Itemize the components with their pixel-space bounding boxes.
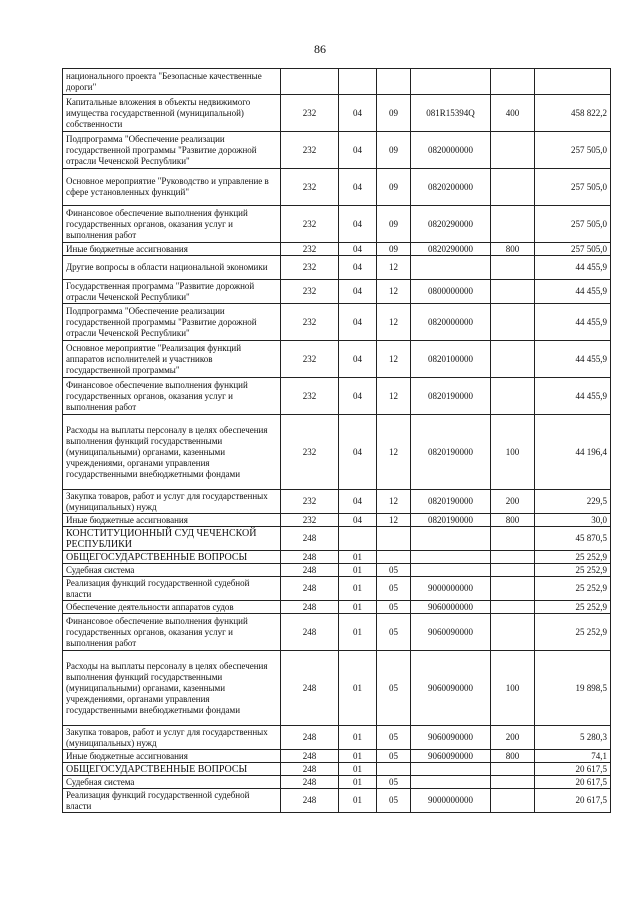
row-name-cell: ОБЩЕГОСУДАРСТВЕННЫЕ ВОПРОСЫ (63, 763, 281, 776)
row-code-cell: 248 (281, 776, 339, 789)
table-row (63, 551, 611, 564)
row-subsection-cell (377, 551, 411, 564)
row-section-cell: 04 (339, 256, 377, 280)
row-subsection-cell: 09 (377, 206, 411, 243)
row-target-article-cell: 0820100000 (411, 341, 491, 378)
row-section-cell: 04 (339, 304, 377, 341)
row-code-cell (281, 69, 339, 95)
row-subsection-cell: 12 (377, 304, 411, 341)
row-sum-cell: 25 252,9 (535, 577, 611, 601)
row-subsection-cell: 05 (377, 789, 411, 813)
row-name-cell: национального проекта "Безопасные качественные дороги" (63, 69, 281, 95)
row-sum-cell: 458 822,2 (535, 95, 611, 132)
table-row (63, 132, 611, 169)
row-code-cell: 232 (281, 415, 339, 490)
row-target-article-cell: 081R15394Q (411, 95, 491, 132)
row-target-article-cell: 0800000000 (411, 280, 491, 304)
table-row (63, 280, 611, 304)
row-section-cell: 01 (339, 601, 377, 614)
row-target-article-cell: 0820000000 (411, 304, 491, 341)
row-target-article-cell: 9060090000 (411, 726, 491, 750)
row-target-article-cell: 0820190000 (411, 378, 491, 415)
row-section-cell: 01 (339, 551, 377, 564)
table-row (63, 378, 611, 415)
row-target-article-cell: 0820290000 (411, 243, 491, 256)
row-code-cell: 232 (281, 95, 339, 132)
row-sum-cell: 44 455,9 (535, 304, 611, 341)
table-row (63, 243, 611, 256)
row-code-cell: 232 (281, 169, 339, 206)
row-sum-cell: 20 617,5 (535, 789, 611, 813)
row-section-cell: 04 (339, 378, 377, 415)
row-target-article-cell: 9060090000 (411, 614, 491, 651)
row-expense-type-cell (491, 341, 535, 378)
row-subsection-cell: 05 (377, 651, 411, 726)
row-sum-cell: 20 617,5 (535, 763, 611, 776)
row-code-cell: 248 (281, 750, 339, 763)
row-subsection-cell (377, 527, 411, 551)
row-expense-type-cell: 800 (491, 243, 535, 256)
row-name-cell: Реализация функций государственной судебной власти (63, 789, 281, 813)
row-name-cell: Основное мероприятие "Руководство и управление в сфере установленных функций" (63, 169, 281, 206)
row-name-cell: Иные бюджетные ассигнования (63, 243, 281, 256)
row-sum-cell: 25 252,9 (535, 564, 611, 577)
row-expense-type-cell (491, 169, 535, 206)
row-code-cell: 248 (281, 551, 339, 564)
row-subsection-cell: 12 (377, 378, 411, 415)
row-name-cell: Государственная программа "Развитие дорожной отрасли Чеченской Республики" (63, 280, 281, 304)
row-code-cell: 232 (281, 514, 339, 527)
table-row (63, 95, 611, 132)
row-sum-cell: 44 455,9 (535, 378, 611, 415)
table-row (63, 577, 611, 601)
row-target-article-cell: 9000000000 (411, 789, 491, 813)
row-expense-type-cell (491, 789, 535, 813)
row-target-article-cell: 0820290000 (411, 206, 491, 243)
row-expense-type-cell (491, 304, 535, 341)
row-target-article-cell (411, 763, 491, 776)
table-row (63, 776, 611, 789)
row-name-cell: Финансовое обеспечение выполнения функций государственных органов, оказания услуг и выполнения работ (63, 614, 281, 651)
row-target-article-cell: 0820200000 (411, 169, 491, 206)
row-name-cell: КОНСТИТУЦИОННЫЙ СУД ЧЕЧЕНСКОЙ РЕСПУБЛИКИ (63, 527, 281, 551)
table-row (63, 206, 611, 243)
row-section-cell: 01 (339, 726, 377, 750)
row-section-cell: 01 (339, 651, 377, 726)
row-code-cell: 248 (281, 564, 339, 577)
row-subsection-cell (377, 763, 411, 776)
row-expense-type-cell (491, 256, 535, 280)
row-expense-type-cell (491, 280, 535, 304)
row-sum-cell: 30,0 (535, 514, 611, 527)
row-subsection-cell: 12 (377, 280, 411, 304)
row-subsection-cell: 05 (377, 601, 411, 614)
table-row (63, 564, 611, 577)
row-expense-type-cell (491, 551, 535, 564)
table-row (63, 614, 611, 651)
row-code-cell: 232 (281, 490, 339, 514)
row-expense-type-cell: 200 (491, 726, 535, 750)
row-sum-cell: 257 505,0 (535, 132, 611, 169)
row-target-article-cell: 0820000000 (411, 132, 491, 169)
table-row (63, 169, 611, 206)
row-name-cell: Закупка товаров, работ и услуг для государственных (муниципальных) нужд (63, 726, 281, 750)
row-section-cell: 04 (339, 280, 377, 304)
row-name-cell: Основное мероприятие "Реализация функций аппаратов исполнителей и участников государственной программы" (63, 341, 281, 378)
row-sum-cell: 25 252,9 (535, 601, 611, 614)
row-name-cell: Подпрограмма "Обеспечение реализации государственной программы "Развитие дорожной отрасли Чеченской Республики" (63, 304, 281, 341)
row-subsection-cell: 09 (377, 132, 411, 169)
row-name-cell: Обеспечение деятельности аппаратов судов (63, 601, 281, 614)
row-name-cell: Иные бюджетные ассигнования (63, 514, 281, 527)
row-name-cell: Финансовое обеспечение выполнения функций государственных органов, оказания услуг и выполнения работ (63, 206, 281, 243)
row-sum-cell: 257 505,0 (535, 169, 611, 206)
row-sum-cell: 257 505,0 (535, 243, 611, 256)
row-sum-cell: 25 252,9 (535, 614, 611, 651)
row-expense-type-cell (491, 378, 535, 415)
row-section-cell: 01 (339, 763, 377, 776)
row-section-cell (339, 69, 377, 95)
row-sum-cell: 44 455,9 (535, 256, 611, 280)
row-name-cell: Иные бюджетные ассигнования (63, 750, 281, 763)
row-code-cell: 248 (281, 527, 339, 551)
page-number: 86 (314, 42, 326, 56)
row-target-article-cell: 0820190000 (411, 490, 491, 514)
row-code-cell: 232 (281, 132, 339, 169)
row-section-cell: 04 (339, 341, 377, 378)
row-expense-type-cell: 800 (491, 750, 535, 763)
row-code-cell: 248 (281, 614, 339, 651)
row-target-article-cell: 9060090000 (411, 750, 491, 763)
row-subsection-cell: 09 (377, 243, 411, 256)
row-subsection-cell: 05 (377, 776, 411, 789)
row-name-cell: Расходы на выплаты персоналу в целях обеспечения выполнения функций государственными (муниципальными) органами, казенными учреждениями, органами управления государственными внебюджетными фондами (63, 415, 281, 490)
row-expense-type-cell (491, 132, 535, 169)
row-code-cell: 232 (281, 341, 339, 378)
row-sum-cell: 25 252,9 (535, 551, 611, 564)
row-section-cell: 04 (339, 206, 377, 243)
row-name-cell: Капитальные вложения в объекты недвижимого имущества государственной (муниципальной) собственности (63, 95, 281, 132)
row-code-cell: 232 (281, 256, 339, 280)
row-subsection-cell: 12 (377, 490, 411, 514)
row-subsection-cell: 09 (377, 169, 411, 206)
row-code-cell: 248 (281, 726, 339, 750)
row-expense-type-cell (491, 763, 535, 776)
row-target-article-cell: 9000000000 (411, 577, 491, 601)
row-section-cell: 04 (339, 169, 377, 206)
table-row (63, 490, 611, 514)
row-sum-cell: 44 455,9 (535, 280, 611, 304)
row-target-article-cell: 9060000000 (411, 601, 491, 614)
table-row (63, 527, 611, 551)
row-name-cell: Финансовое обеспечение выполнения функций государственных органов, оказания услуг и выполнения работ (63, 378, 281, 415)
table-row (63, 763, 611, 776)
row-name-cell: Судебная система (63, 776, 281, 789)
row-sum-cell (535, 69, 611, 95)
row-subsection-cell (377, 69, 411, 95)
row-target-article-cell (411, 551, 491, 564)
row-name-cell: Закупка товаров, работ и услуг для государственных (муниципальных) нужд (63, 490, 281, 514)
row-section-cell: 01 (339, 776, 377, 789)
row-expense-type-cell (491, 614, 535, 651)
row-target-article-cell (411, 256, 491, 280)
row-target-article-cell (411, 776, 491, 789)
row-subsection-cell: 05 (377, 614, 411, 651)
row-target-article-cell (411, 564, 491, 577)
row-target-article-cell (411, 69, 491, 95)
row-sum-cell: 19 898,5 (535, 651, 611, 726)
table-row (63, 415, 611, 490)
row-sum-cell: 44 196,4 (535, 415, 611, 490)
row-section-cell: 01 (339, 750, 377, 763)
row-name-cell: ОБЩЕГОСУДАРСТВЕННЫЕ ВОПРОСЫ (63, 551, 281, 564)
row-name-cell: Подпрограмма "Обеспечение реализации государственной программы "Развитие дорожной отрасли Чеченской Республики" (63, 132, 281, 169)
row-target-article-cell: 9060090000 (411, 651, 491, 726)
budget-table (62, 68, 611, 813)
table-row (63, 304, 611, 341)
row-code-cell: 232 (281, 280, 339, 304)
row-section-cell: 01 (339, 564, 377, 577)
row-expense-type-cell: 800 (491, 514, 535, 527)
row-name-cell: Судебная система (63, 564, 281, 577)
table-row (63, 69, 611, 95)
row-subsection-cell: 09 (377, 95, 411, 132)
row-code-cell: 248 (281, 789, 339, 813)
table-row (63, 601, 611, 614)
row-expense-type-cell (491, 601, 535, 614)
row-sum-cell: 229,5 (535, 490, 611, 514)
row-section-cell: 01 (339, 789, 377, 813)
row-expense-type-cell (491, 206, 535, 243)
row-code-cell: 248 (281, 763, 339, 776)
row-code-cell: 248 (281, 651, 339, 726)
row-subsection-cell: 05 (377, 726, 411, 750)
row-sum-cell: 257 505,0 (535, 206, 611, 243)
table-row (63, 651, 611, 726)
row-expense-type-cell: 100 (491, 415, 535, 490)
row-name-cell: Расходы на выплаты персоналу в целях обеспечения выполнения функций государственными (муниципальными) органами, казенными учреждениями, органами управления государственными внебюджетными фондами (63, 651, 281, 726)
row-sum-cell: 5 280,3 (535, 726, 611, 750)
table-row (63, 256, 611, 280)
row-expense-type-cell: 200 (491, 490, 535, 514)
row-code-cell: 248 (281, 601, 339, 614)
table-row (63, 341, 611, 378)
row-code-cell: 232 (281, 378, 339, 415)
table-row (63, 750, 611, 763)
row-section-cell: 01 (339, 577, 377, 601)
row-target-article-cell: 0820190000 (411, 514, 491, 527)
row-expense-type-cell (491, 527, 535, 551)
row-section-cell: 01 (339, 614, 377, 651)
table-row (63, 514, 611, 527)
row-subsection-cell: 05 (377, 564, 411, 577)
row-section-cell: 04 (339, 132, 377, 169)
row-section-cell (339, 527, 377, 551)
row-expense-type-cell (491, 577, 535, 601)
row-name-cell: Реализация функций государственной судебной власти (63, 577, 281, 601)
row-sum-cell: 44 455,9 (535, 341, 611, 378)
row-target-article-cell (411, 527, 491, 551)
row-code-cell: 248 (281, 577, 339, 601)
row-code-cell: 232 (281, 304, 339, 341)
row-sum-cell: 20 617,5 (535, 776, 611, 789)
row-expense-type-cell (491, 564, 535, 577)
table-row (63, 726, 611, 750)
row-subsection-cell: 12 (377, 514, 411, 527)
row-name-cell: Другие вопросы в области национальной экономики (63, 256, 281, 280)
row-subsection-cell: 05 (377, 750, 411, 763)
row-code-cell: 232 (281, 206, 339, 243)
row-code-cell: 232 (281, 243, 339, 256)
row-section-cell: 04 (339, 415, 377, 490)
row-section-cell: 04 (339, 95, 377, 132)
row-section-cell: 04 (339, 243, 377, 256)
row-expense-type-cell: 100 (491, 651, 535, 726)
row-section-cell: 04 (339, 514, 377, 527)
row-sum-cell: 45 870,5 (535, 527, 611, 551)
row-expense-type-cell (491, 69, 535, 95)
row-expense-type-cell: 400 (491, 95, 535, 132)
row-target-article-cell: 0820190000 (411, 415, 491, 490)
row-expense-type-cell (491, 776, 535, 789)
row-subsection-cell: 05 (377, 577, 411, 601)
row-section-cell: 04 (339, 490, 377, 514)
row-sum-cell: 74,1 (535, 750, 611, 763)
row-subsection-cell: 12 (377, 341, 411, 378)
row-subsection-cell: 12 (377, 256, 411, 280)
table-row (63, 789, 611, 813)
row-subsection-cell: 12 (377, 415, 411, 490)
budget-table-body (63, 69, 611, 813)
